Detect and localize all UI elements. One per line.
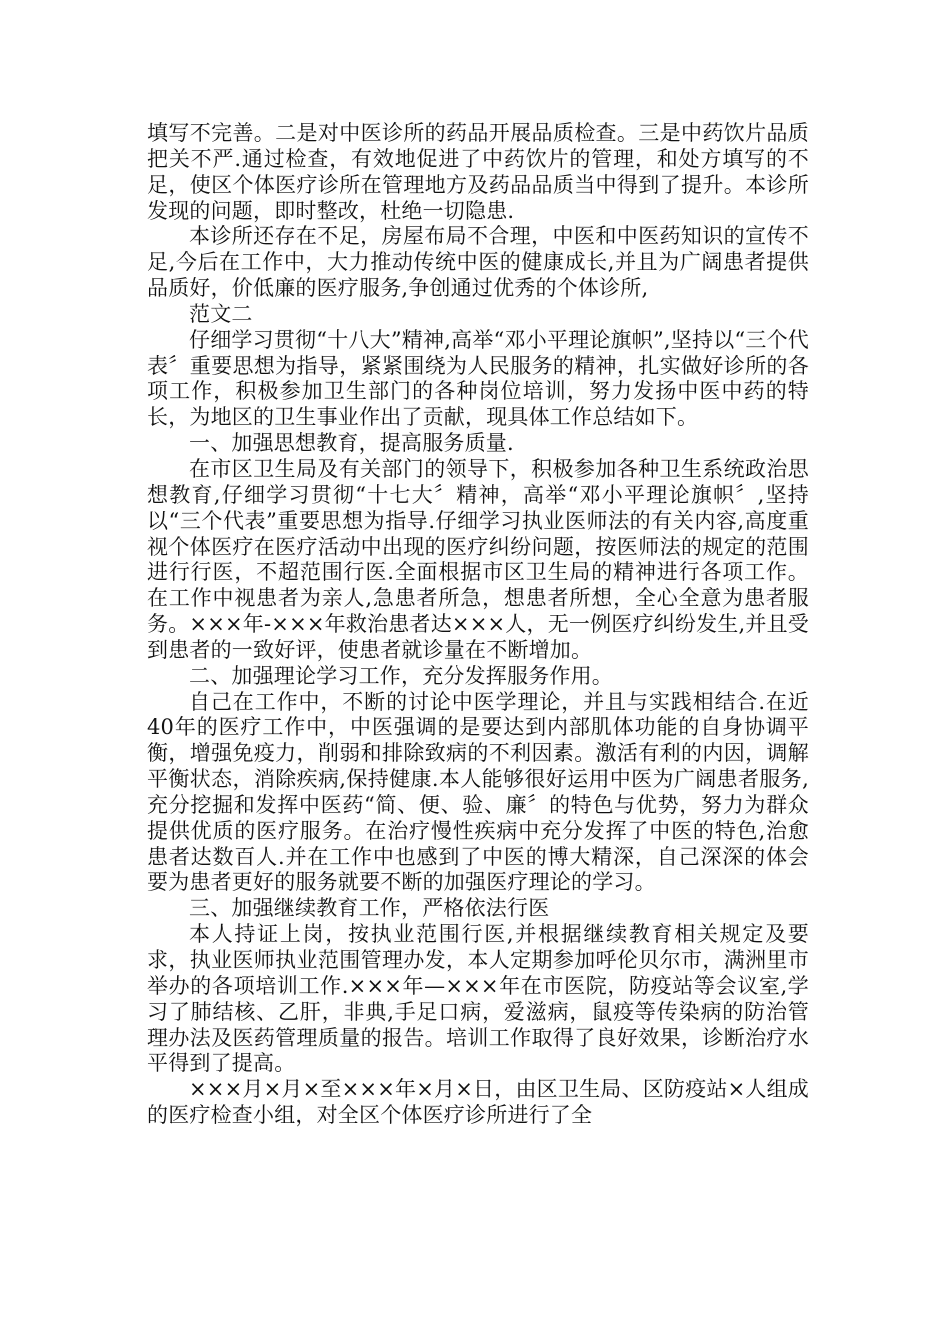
heading-continuing-education: 三、加强继续教育工作，严格依法行医 [189,896,550,921]
section-title-sample-two: 范文二 [189,301,253,326]
heading-ideological-education: 一、加强思想教育，提高服务质量. [189,431,514,456]
heading-theory-study: 二、加强理论学习工作，充分发挥服务作用。 [189,663,613,688]
paragraph-intro: 仔细学习贯彻“十八大”精神,高举“邓小平理论旗帜”,坚持以“三个代表〞重要思想为指导，紧紧围绕为人民服务的精神，扎实做好诊所的各项工作，积极参加卫生部门的各种岗位培训，努力发扬中医中药的特长，为地区的卫生事业作出了贡献，现具体工作总结如下。 [147,327,809,430]
paragraph-inspection-team: ×××月×月×至×××年×月×日，由区卫生局、区防疫站×人组成的医疗检查小组，对全区个体医疗诊所进行了全 [147,1077,809,1128]
paragraph-theory-study: 自己在工作中，不断的讨论中医学理论，并且与实践相结合.在近40年的医疗工作中，中医强调的是要达到内部肌体功能的自身协调平衡，增强免疫力，削弱和排除致病的不利因素。激活有利的内因，调解平衡状态，消除疾病,保持健康.本人能够很好运用中医为广阔患者服务,充分挖掘和发挥中医药“简、便、验、廉〞的特色与优势，努力为群众提供优质的医疗服务。在治疗慢性疾病中充分发挥了中医的特色,治愈患者达数百人.并在工作中也感到了中医的博大精深，自己深深的体会要为患者更好的服务就要不断的加强医疗理论的学习。 [147,689,809,895]
paragraph-shortcomings: 本诊所还存在不足，房屋布局不合理，中医和中医药知识的宣传不足,今后在工作中，大力推动传统中医的健康成长,并且为广阔患者提供品质好，价低廉的医疗服务,争创通过优秀的个体诊所, [147,224,809,301]
paragraph-continuing-education: 本人持证上岗，按执业范围行医,并根据继续教育相关规定及要求，执业医师执业范围管理办发，本人定期参加呼伦贝尔市，满洲里市举办的各项培训工作.×××年—×××年在市医院，防疫站等会议室,学习了肺结核、乙肝，非典,手足口病，爱滋病，鼠疫等传染病的防治管理办法及医药管理质量的报告。培训工作取得了良好效果，诊断治疗水平得到了提高。 [147,922,809,1076]
document-page [147,121,809,1129]
paragraph-ideological-education: 在市区卫生局及有关部门的领导下，积极参加各种卫生系统政治思想教育,仔细学习贯彻“十七大〞精神，高举“邓小平理论旗帜〞,坚持以“三个代表”重要思想为指导.仔细学习执业医师法的有关内容,高度重视个体医疗在医疗活动中出现的医疗纠纷问题，按医师法的规定的范围进行行医，不超范围行医.全面根据市区卫生局的精神进行各项工作。在工作中视患者为亲人,急患者所急，想患者所想，全心全意为患者服务。×××年-×××年救治患者达×××人，无一例医疗纠纷发生,并且受到患者的一致好评，使患者就诊量在不断增加。 [147,456,809,662]
paragraph-inspection-result: 填写不完善。二是对中医诊所的药品开展品质检查。三是中药饮片品质把关不严.通过检查，有效地促进了中药饮片的管理，和处方填写的不足，使区个体医疗诊所在管理地方及药品品质当中得到了提升。本诊所发现的问题，即时整改，杜绝一切隐患. [147,121,809,223]
